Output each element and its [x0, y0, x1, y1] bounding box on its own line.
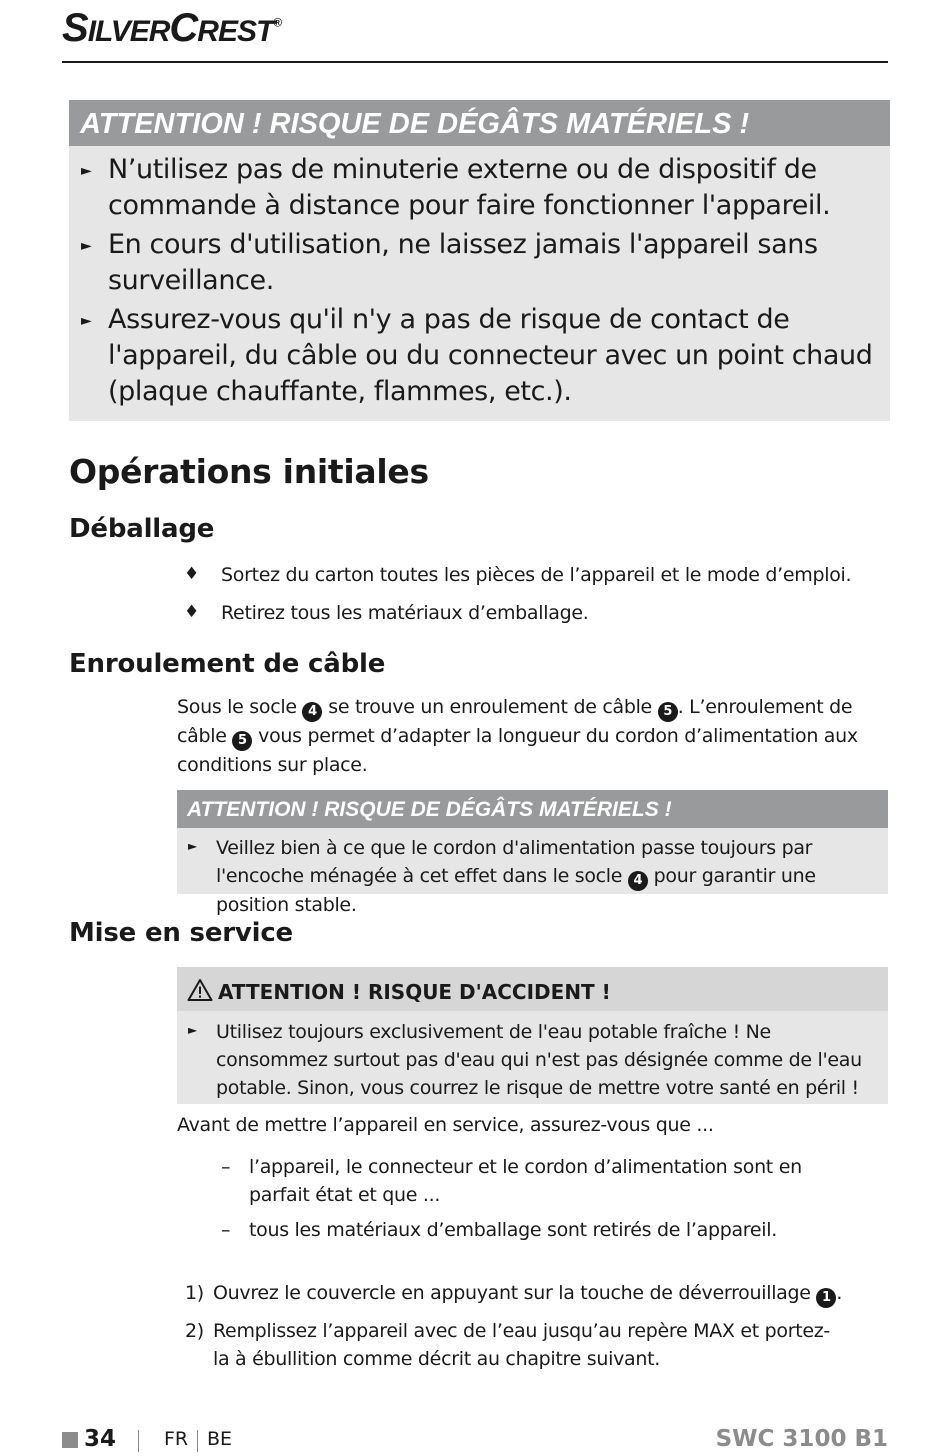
footer-divider	[197, 1430, 198, 1452]
step-number: 1)	[185, 1282, 204, 1304]
ref-badge-4: 4	[302, 702, 322, 722]
ref-badge-5: 5	[658, 702, 678, 722]
warning-item-text: En cours d'utilisation, ne laissez jamais l'appareil sans surveillance.	[108, 229, 818, 296]
unpacking-item: Retirez tous les matériaux d’emballage.	[221, 602, 589, 624]
unpacking-heading: Déballage	[69, 514, 215, 544]
warning-title: ATTENTION ! RISQUE D'ACCIDENT !	[177, 967, 888, 1011]
diamond-bullet-icon: ♦	[184, 602, 200, 622]
step-text: Remplissez l’appareil avec de l’eau jusqu’au repère MAX et portez-la à ébullition comme décrit au chapitre suivant.	[213, 1320, 830, 1370]
warning-item-text: N’utilisez pas de minuterie externe ou de dispositif de commande à distance pour faire fonctionner l'appareil.	[108, 154, 831, 221]
dash-bullet: –	[221, 1219, 231, 1241]
startup-intro: Avant de mettre l’appareil en service, assurez-vous que ...	[177, 1114, 714, 1136]
startup-check-item: tous les matériaux d’emballage sont retirés de l’appareil.	[249, 1219, 777, 1241]
arrow-bullet-icon: ►	[188, 839, 198, 853]
warning-triangle-icon	[187, 978, 213, 1002]
brand-logo: SILVERCREST®	[62, 6, 282, 50]
arrow-bullet-icon: ►	[81, 163, 92, 179]
page-marker	[62, 1432, 78, 1448]
arrow-bullet-icon: ►	[188, 1023, 198, 1037]
step-number: 2)	[185, 1320, 204, 1342]
startup-check-item: l’appareil, le connecteur et le cordon d’alimentation sont en parfait état et que ...	[249, 1156, 802, 1206]
ref-badge-4: 4	[628, 871, 648, 891]
footer-divider	[138, 1430, 139, 1452]
diamond-bullet-icon: ♦	[184, 564, 200, 584]
step-text: Ouvrez le couvercle en appuyant sur la touche de déverrouillage 1 .	[213, 1279, 883, 1308]
page-number: 34	[84, 1426, 117, 1452]
dash-bullet: –	[221, 1156, 231, 1178]
startup-heading: Mise en service	[69, 918, 293, 948]
footer-language: FR	[164, 1428, 189, 1450]
warning-box-accident	[177, 967, 888, 1104]
model-number: SWC 3100 B1	[715, 1426, 888, 1452]
section-title: Opérations initiales	[69, 452, 429, 491]
warning-title: ATTENTION ! RISQUE DE DÉGÂTS MATÉRIELS !	[177, 790, 888, 828]
unpacking-item: Sortez du carton toutes les pièces de l’appareil et le mode d’emploi.	[221, 564, 852, 586]
ref-badge-5: 5	[232, 731, 252, 751]
cable-paragraph: Sous le socle 4 se trouve un enroulement de câble 5 . L’enroulement de câble 5 vous permet d’adapter la longueur du cordon d’alimentation aux conditions sur place.	[177, 696, 858, 776]
arrow-bullet-icon: ►	[81, 238, 92, 254]
cable-heading: Enroulement de câble	[69, 649, 386, 679]
warning-title: ATTENTION ! RISQUE DE DÉGÂTS MATÉRIELS !	[69, 100, 890, 146]
arrow-bullet-icon: ►	[81, 313, 92, 329]
header-divider	[62, 61, 888, 63]
ref-badge-1: 1	[816, 1288, 836, 1308]
footer-country: BE	[207, 1428, 233, 1450]
warning-item-text: Veillez bien à ce que le cordon d'alimentation passe toujours par l'encoche ménagée à cet effet dans le socle 4 pour garantir une position stable.	[216, 837, 816, 916]
warning-item-text: Utilisez toujours exclusivement de l'eau potable fraîche ! Ne consommez surtout pas d'eau qui n'est pas désignée comme de l'eau potable. Sinon, vous courrez le risque de mettre votre santé en péril !	[216, 1021, 862, 1099]
warning-box-cable	[177, 790, 888, 916]
warning-box-material-damage	[69, 100, 890, 421]
warning-item-text: Assurez-vous qu'il n'y a pas de risque de contact de l'appareil, du câble ou du connecteur avec un point chaud (plaque chauffante, flammes, etc.).	[108, 304, 873, 407]
